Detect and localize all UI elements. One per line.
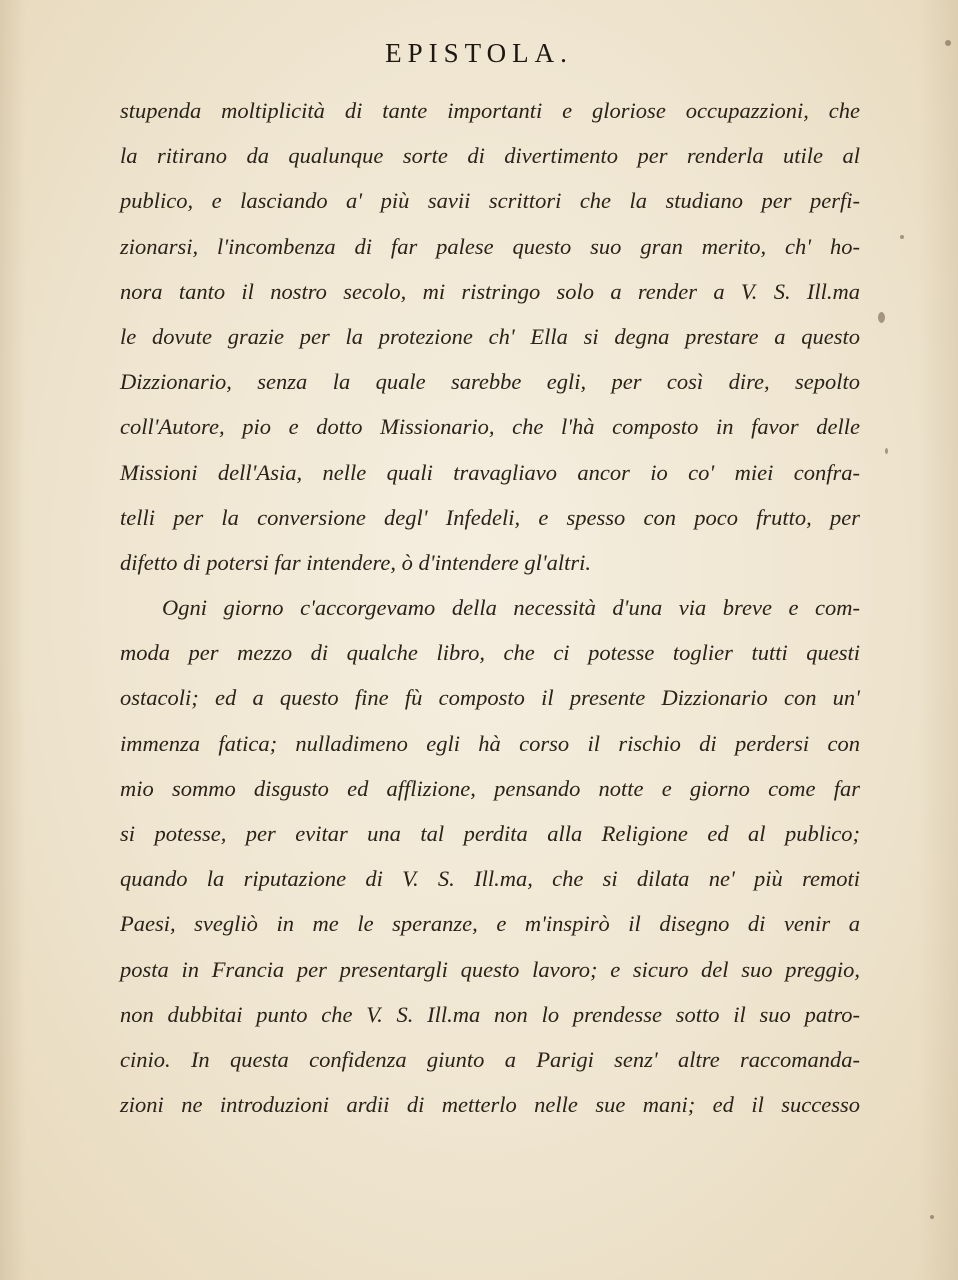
text-line: mio sommo disgusto ed afflizione, pensando notte e giorno come far (120, 775, 860, 801)
body-text (120, 88, 860, 1127)
text-line: cinio. In questa confidenza giunto a Parigi senz' altre raccomanda- (120, 1046, 860, 1072)
page-gutter-shadow (0, 0, 26, 1280)
text-line: coll'Autore, pio e dotto Missionario, che l'hà composto in favor delle (120, 414, 860, 440)
foxing-spot (900, 235, 904, 239)
foxing-spot (885, 448, 888, 454)
text-line: Missioni dell'Asia, nelle quali travagliavo ancor io co' miei confra- (120, 459, 860, 485)
text-line: nora tanto il nostro secolo, mi ristringo solo a render a V. S. Ill.ma (120, 278, 860, 304)
foxing-spot (878, 312, 885, 323)
text-line: zionarsi, l'incombenza di far palese questo suo gran merito, ch' ho- (120, 233, 860, 259)
text-line: zioni ne introduzioni ardii di metterlo nelle sue mani; ed il successo (120, 1092, 860, 1118)
text-line: non dubbitai punto che V. S. Ill.ma non lo prendesse sotto il suo patro- (120, 1001, 860, 1027)
text-line: difetto di potersi far intendere, ò d'intendere gl'altri. (120, 549, 592, 575)
text-line: immenza fatica; nulladimeno egli hà corso il rischio di perdersi con (120, 730, 860, 756)
text-line: telli per la conversione degl' Infedeli, e spesso con poco frutto, per (120, 504, 860, 530)
text-line: Paesi, svegliò in me le speranze, e m'inspirò il disegno di venir a (120, 911, 860, 937)
foxing-spot (930, 1215, 934, 1219)
text-line: publico, e lasciando a' più savii scrittori che la studiano per perfi- (120, 188, 860, 214)
text-line: le dovute grazie per la protezione ch' Ella si degna prestare a questo (120, 323, 860, 349)
text-line: posta in Francia per presentargli questo lavoro; e sicuro del suo preggio, (120, 956, 860, 982)
text-line: ostacoli; ed a questo fine fù composto il presente Dizzionario con un' (120, 685, 860, 711)
page-edge-shadow (918, 0, 958, 1280)
text-line: Ogni giorno c'accorgevamo della necessità d'una via breve e com- (162, 595, 860, 621)
text-line: quando la riputazione di V. S. Ill.ma, che si dilata ne' più remoti (120, 866, 860, 892)
text-line: Dizzionario, senza la quale sarebbe egli, per così dire, sepolto (120, 369, 860, 395)
text-line: si potesse, per evitar una tal perdita alla Religione ed al publico; (120, 821, 860, 846)
text-line: la ritirano da qualunque sorte di divertimento per renderla utile al (120, 143, 860, 169)
running-head: EPISTOLA. (385, 38, 573, 68)
text-line: stupenda moltiplicità di tante importanti e gloriose occupazzioni, che (120, 98, 860, 123)
text-line: moda per mezzo di qualche libro, che ci potesse toglier tutti questi (120, 640, 860, 666)
